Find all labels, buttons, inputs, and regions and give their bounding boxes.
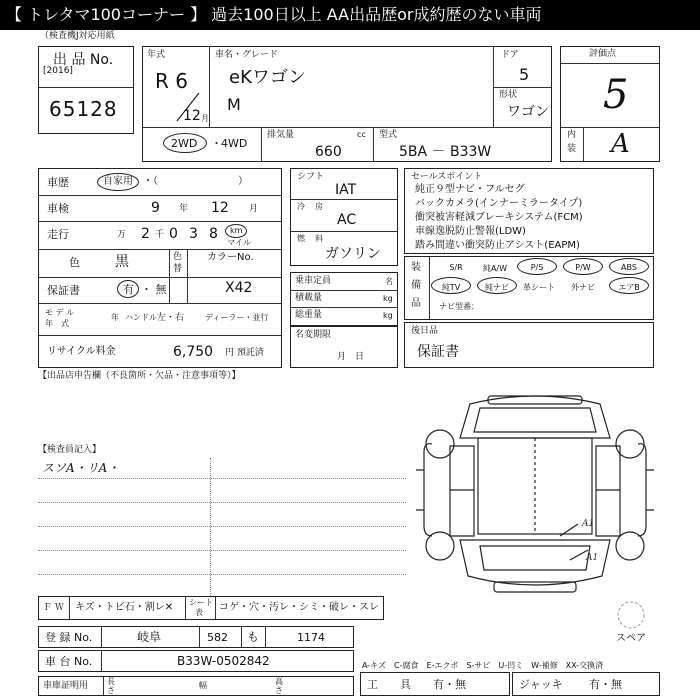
tools-value: 有・無 [433, 678, 466, 691]
fw-text: キズ・トビ石・割レ✕ [75, 602, 174, 613]
form-caption: （検査機J対応用紙 [40, 31, 115, 41]
interior-label-1: 内 [567, 130, 577, 140]
registration-label: 登 録 No. [45, 631, 93, 644]
displacement-value: 660 [315, 144, 342, 160]
inspector-notes [38, 458, 408, 598]
sales-points-label: セールスポイント [411, 172, 483, 182]
type-code-label: 型式 [379, 130, 398, 140]
model-year-value: R 6 [155, 69, 188, 93]
jack-label: ジャッキ [519, 678, 563, 691]
load-label: 積載量 [295, 293, 323, 303]
seat-label: 乗車定員 [295, 276, 332, 286]
fw-legend-box: Ｆ Ｗ キズ・トビ石・割レ✕ シート 表 コゲ・穴・汚レ・シミ・破レ・スレ [38, 596, 384, 620]
equip-ps: P/S [530, 263, 544, 272]
legend-codes: A-キズ C-腐食 E-エクボ S-サビ U-凹ミ W-補修 XX-交換済 [362, 661, 604, 670]
model-row-label-2: 年 式 [45, 319, 69, 328]
auction-sheet [0, 30, 700, 700]
equipment-box: 装 備 品 S/R 純A/W P/S P/W ABS 純TV 純ナビ 革シート 外ナビ エアB ナビ型番： [404, 256, 654, 320]
jack-value: 有・無 [589, 678, 622, 691]
drive-2wd: 2WD [171, 137, 198, 150]
title-change-label: 名変期限 [295, 330, 332, 340]
displacement-unit: cc [357, 130, 366, 139]
title-change-box [290, 326, 398, 368]
equip-pw: P/W [575, 263, 591, 272]
inspector-header: 【検査員記入】 [38, 445, 102, 455]
registration-class: 582 [207, 631, 228, 644]
displacement-label: 排気量 [267, 130, 295, 140]
tools-box [360, 672, 510, 696]
inspection-label: 車検 [47, 202, 69, 215]
lot-number: 65128 [49, 97, 118, 121]
car-name-label: 車名・グレード [215, 50, 279, 60]
damage-mark: A1 [582, 519, 595, 529]
capacity-box: 乗車定員 名 積載量 kg 総重量 kg [290, 272, 398, 326]
vehicle-box: 年式 R 6 12 月 車名・グレード eKワゴン M ドア 5 形状 ワゴン 2WD ・ 4WD 排気量 cc 660 型式 5BA － B33W [142, 46, 552, 162]
color-label: 色 [69, 256, 80, 269]
registration-place: 岐阜 [137, 630, 162, 644]
recycle-value: 6,750 [173, 344, 214, 360]
grade-box [560, 46, 660, 162]
mileage-unit-mile: マイル [227, 238, 251, 247]
doors-value: 5 [519, 65, 530, 84]
color-change-1: 色 [173, 252, 183, 262]
sales-point-item: バックカメラ(インナーミラータイプ) [415, 198, 583, 209]
cert-label: 車庫証明用 [43, 681, 89, 691]
inspection-month-unit: 月 [249, 204, 259, 214]
equip-navi: 純ナビ [485, 283, 509, 292]
sales-points-box [404, 168, 654, 254]
mileage-unit-km: km [230, 226, 243, 235]
car-name-value: eKワゴン [229, 67, 306, 88]
inspection-year: 9 [151, 200, 160, 216]
doors-label: ドア [501, 50, 519, 60]
color-value: 黒 [115, 254, 129, 270]
history-rest: ・（ ） [143, 176, 248, 187]
lot-box [38, 46, 134, 134]
equip-airbag: エアB [618, 283, 640, 292]
model-month-value: 12 [183, 108, 201, 124]
inspection-year-unit: 年 [179, 204, 189, 214]
title-change-unit: 月 日 [337, 352, 365, 362]
model-year-label: 年式 [147, 50, 166, 60]
mileage-digit-2: 0 [169, 226, 178, 242]
inspector-note: スソA・リA・ [42, 461, 120, 475]
recycle-label: リサイクル料金 [47, 346, 116, 357]
shift-label: シフト [297, 172, 325, 182]
mileage-digit-4: 8 [209, 226, 218, 242]
aftermarket-value: 保証書 [417, 344, 459, 360]
interior-label-2: 装 [567, 144, 577, 154]
tools-label: 工 具 [367, 678, 411, 691]
seat-text: コゲ・穴・汚レ・シミ・破レ・スレ [219, 602, 379, 613]
score-label: 評価点 [589, 49, 617, 59]
sales-point-item: 車線逸脱防止警報(LDW) [415, 226, 526, 237]
fuel-value: ガソリン [325, 246, 381, 262]
spare-tire-icon [616, 600, 646, 630]
color-no-value: X42 [225, 280, 253, 296]
banner: 【 トレタマ100コーナー 】 過去100日以上 AA出品歴or成約歴のない車両 [0, 0, 700, 30]
equip-leather: 革シート [523, 283, 555, 292]
history-value: 自家用 [103, 176, 133, 187]
notes-header: 【出品店申告欄（不良箇所・欠品・注意事項等）】 [38, 371, 241, 381]
equip-alloy: 純A/W [482, 264, 508, 273]
registration-box [38, 626, 354, 648]
sales-point-item: 踏み間違い衝突防止アシスト(EAPM) [415, 240, 580, 251]
handle-label: ハンドル [125, 313, 157, 322]
chassis-label: 車 台 No. [45, 655, 93, 668]
aircon-value: AC [337, 212, 357, 228]
car-damage-diagram [410, 386, 660, 608]
body-type-value: ワゴン [507, 104, 549, 120]
model-row-label-1: モ デ ル [45, 308, 75, 317]
gross-label: 総重量 [295, 310, 323, 320]
equip-tv: 純TV [441, 283, 461, 292]
model-month-unit: 月 [201, 114, 209, 123]
history-label: 車歴 [47, 176, 69, 189]
aftermarket-box [404, 322, 654, 368]
mechanics-box: シフト IAT 冷 房 AC 燃 料 ガソリン [290, 168, 398, 266]
color-change-2: 替 [173, 264, 183, 274]
mileage-digit-1: 2 [141, 226, 150, 242]
warranty-yes: 有 [123, 283, 134, 296]
damage-mark: A1 [586, 553, 599, 563]
aftermarket-label: 後日品 [411, 326, 439, 336]
details-box: 車歴 自家用 ・（ ） 車検 9 年 12 月 走行 万 2 千 0 3 8 km マイル 色 黒 色 替 カラーNo. X42 保証書 有 ・ 無 モ デ ル 年 式 年 ハンドル 左・右 ディーラー・並行 リサイクル料金 6,750 円 預託済 [38, 168, 282, 368]
interior-value: A [611, 129, 630, 159]
sales-point-item: 純正９型ナビ・フルセグ [415, 184, 525, 195]
warranty-label: 保証書 [47, 284, 80, 297]
navi-type-label: ナビ型番： [439, 302, 479, 311]
sales-point-item: 衝突被害軽減ブレーキシステム(FCM) [415, 212, 583, 223]
registration-number: 1174 [297, 631, 325, 644]
fw-label: Ｆ Ｗ [43, 603, 64, 613]
mileage-label: 走行 [47, 228, 69, 241]
cert-box: 車庫証明用 長 さ 幅 高 さ [38, 676, 354, 696]
body-type-label: 形状 [499, 90, 518, 100]
dealer-label: ディーラー・並行 [205, 313, 269, 322]
chassis-box [38, 650, 354, 672]
chassis-value: B33W-0502842 [177, 654, 270, 668]
shift-value: IAT [335, 182, 357, 198]
equip-abs: ABS [621, 263, 637, 272]
jack-box [512, 672, 660, 696]
spare-label: スペア [616, 633, 646, 644]
lot-label: 出 品 No. [53, 52, 114, 68]
equip-ext-navi: 外ナビ [571, 283, 595, 292]
drive-4wd: 4WD [221, 137, 248, 150]
grade-value: M [227, 95, 241, 114]
registration-kana: も [247, 630, 260, 644]
handle-options: 左・右 [157, 313, 185, 323]
color-no-label: カラーNo. [207, 252, 254, 263]
type-code-value: 5BA － B33W [399, 144, 492, 160]
lot-year-tag: [2016] [43, 66, 73, 76]
mileage-digit-3: 3 [189, 226, 198, 242]
recycle-unit: 円 預託済 [225, 348, 264, 358]
warranty-no: ・ 無 [141, 283, 167, 296]
inspection-month: 12 [211, 200, 229, 216]
score-value: 5 [603, 72, 629, 118]
equip-sr: S/R [449, 263, 463, 272]
